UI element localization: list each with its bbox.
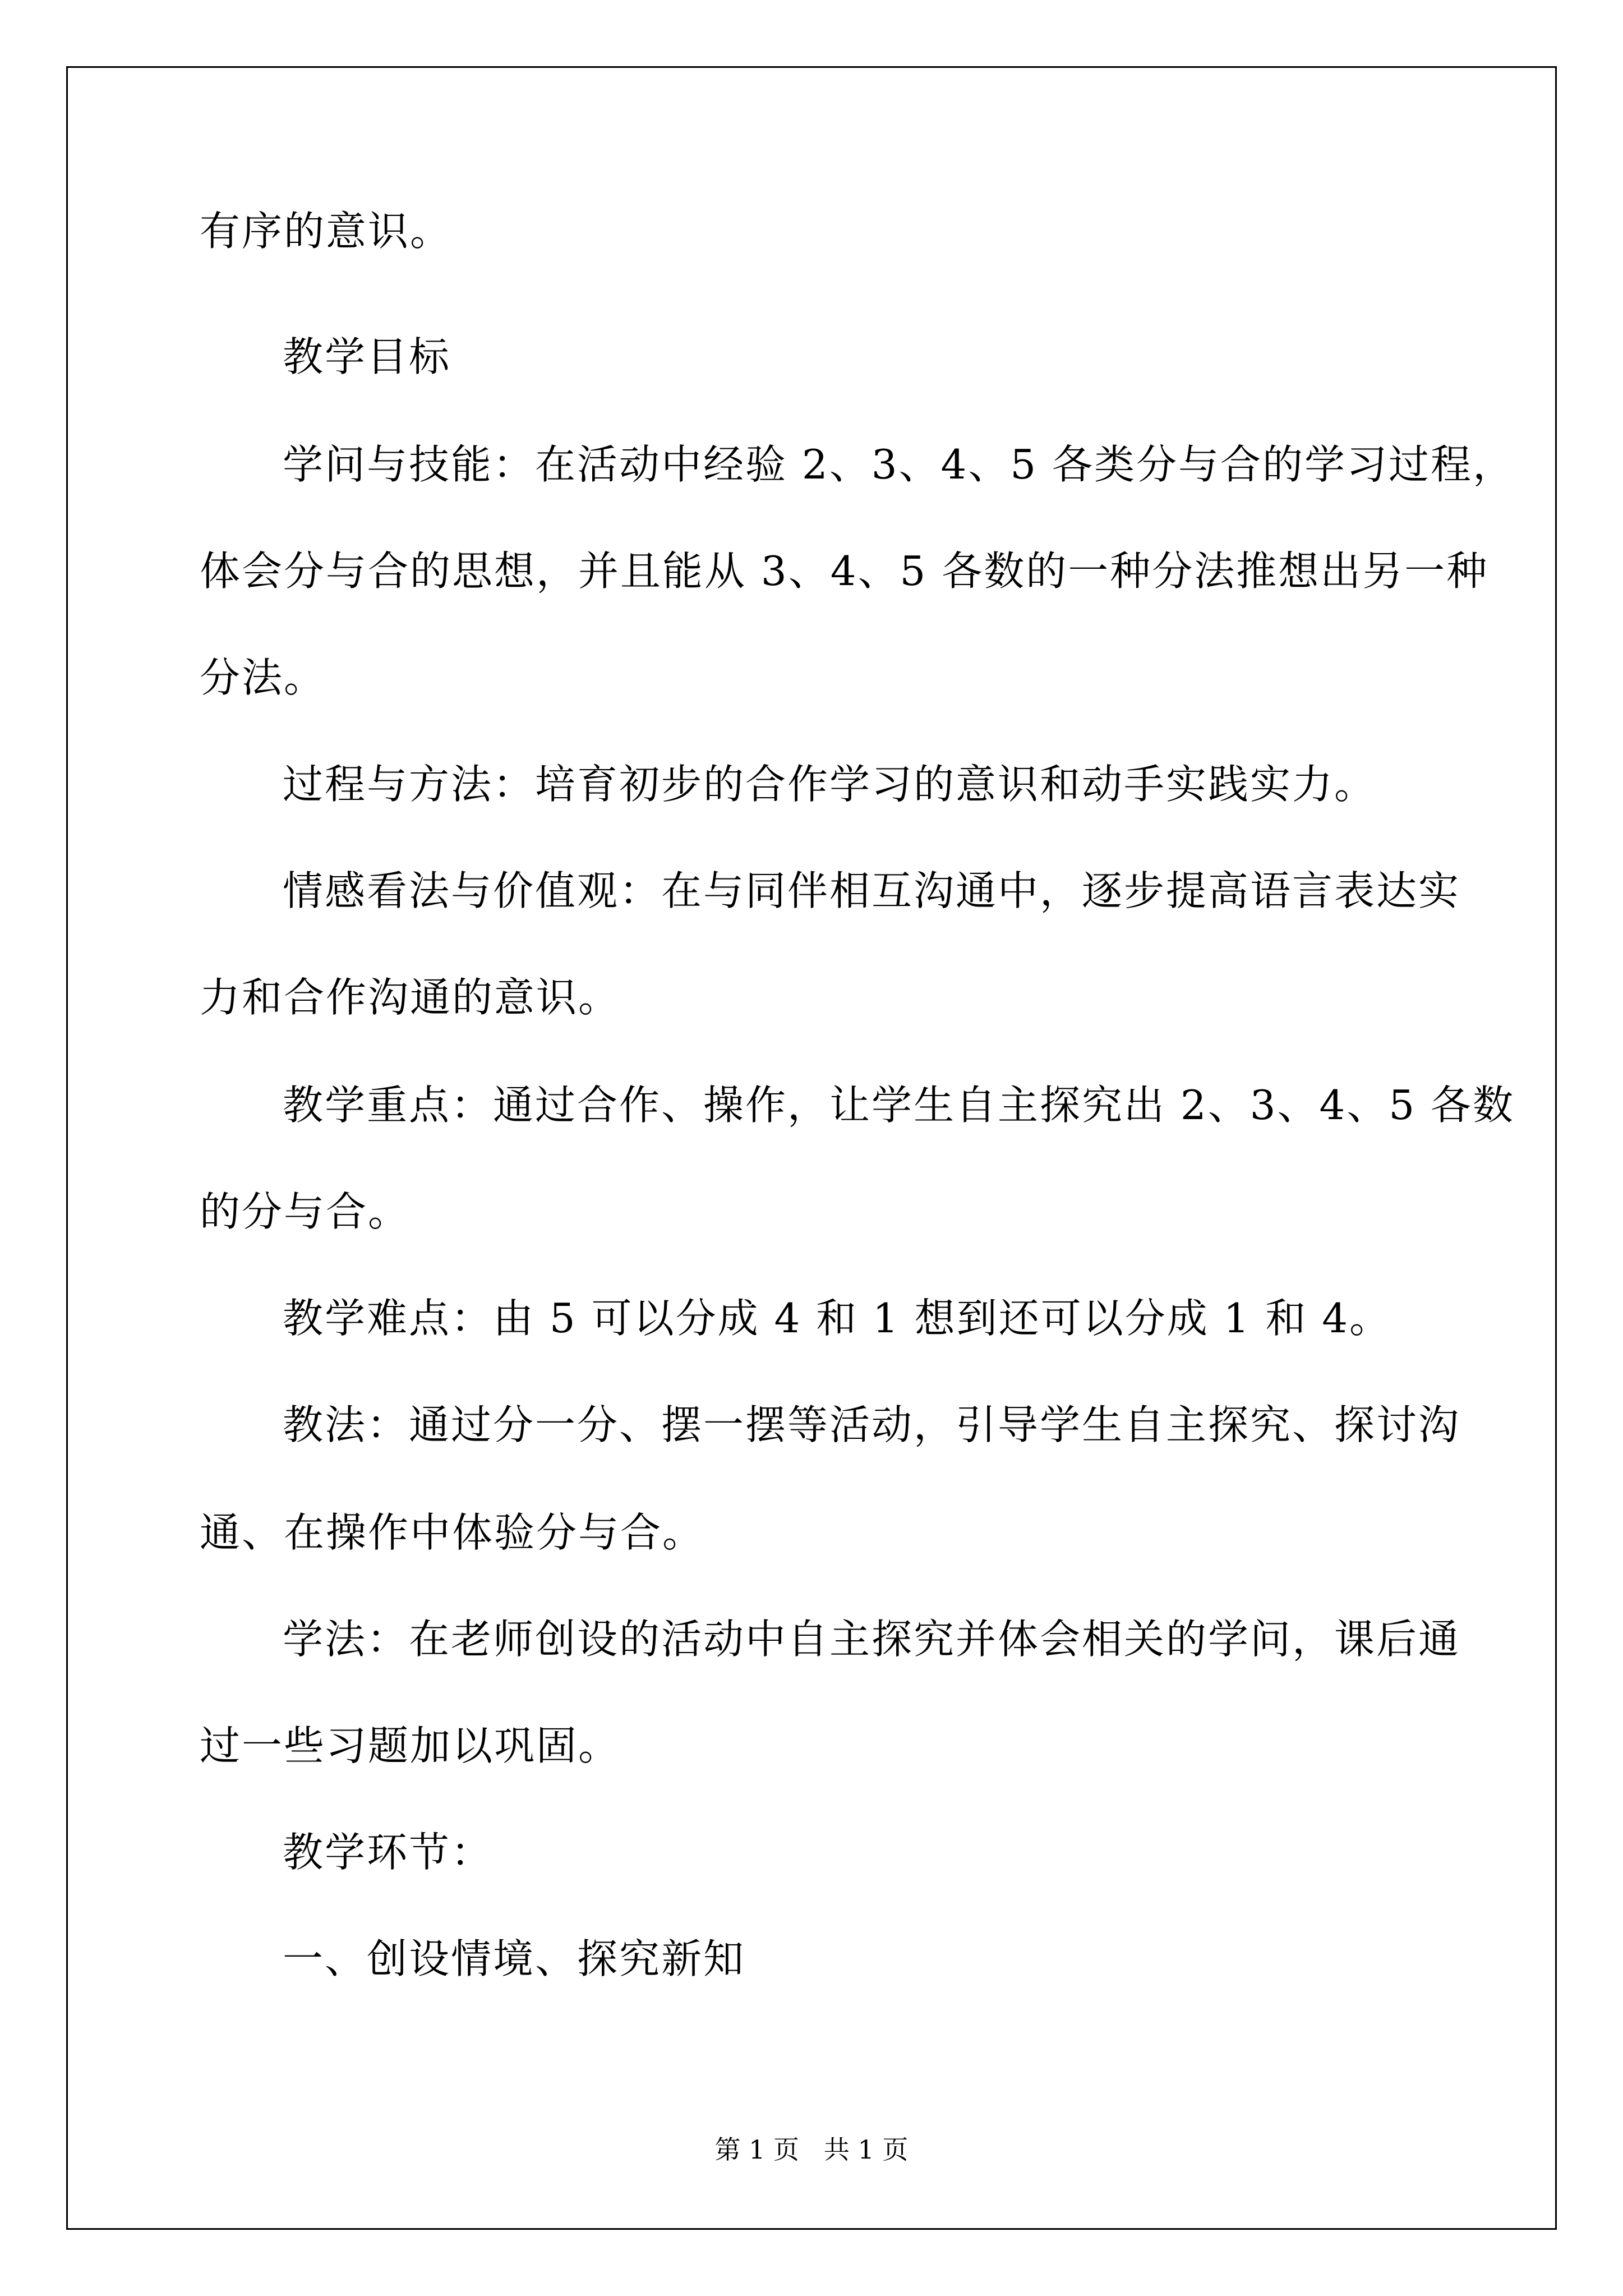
text-line: 学法：在老师创设的活动中自主探究并体会相关的学问，课后通	[283, 1616, 1461, 1663]
text-line: 的分与合。	[200, 1188, 411, 1235]
page-border	[66, 66, 1557, 2230]
text-line: 体会分与合的思想，并且能从 3、4、5 各数的一种分法推想出另一种	[200, 547, 1489, 595]
page-footer: 第 1 页 共 1 页	[714, 2134, 909, 2165]
text-line: 教学重点：通过合作、操作，让学生自主探究出 2、3、4、5 各数	[283, 1082, 1515, 1129]
text-line: 情感看法与价值观：在与同伴相互沟通中，逐步提高语言表达实	[283, 867, 1461, 914]
text-line: 分法。	[200, 654, 326, 701]
section-heading: 教学环节：	[283, 1829, 494, 1876]
section-heading: 一、创设情境、探究新知	[283, 1935, 746, 1982]
text-line: 教学难点：由 5 可以分成 4 和 1 想到还可以分成 1 和 4。	[283, 1295, 1392, 1342]
text-line: 过一些习题加以巩固。	[200, 1722, 621, 1769]
text-line: 有序的意识。	[200, 208, 453, 255]
text-line: 通、在操作中体验分与合。	[200, 1509, 705, 1556]
text-line: 过程与方法：培育初步的合作学习的意识和动手实践实力。	[283, 761, 1377, 808]
section-heading: 教学目标	[283, 333, 451, 380]
text-line: 力和合作沟通的意识。	[200, 974, 621, 1021]
text-line: 教法：通过分一分、摆一摆等活动，引导学生自主探究、探讨沟	[283, 1401, 1461, 1448]
text-line: 学问与技能：在活动中经验 2、3、4、5 各类分与合的学习过程，	[283, 441, 1515, 488]
